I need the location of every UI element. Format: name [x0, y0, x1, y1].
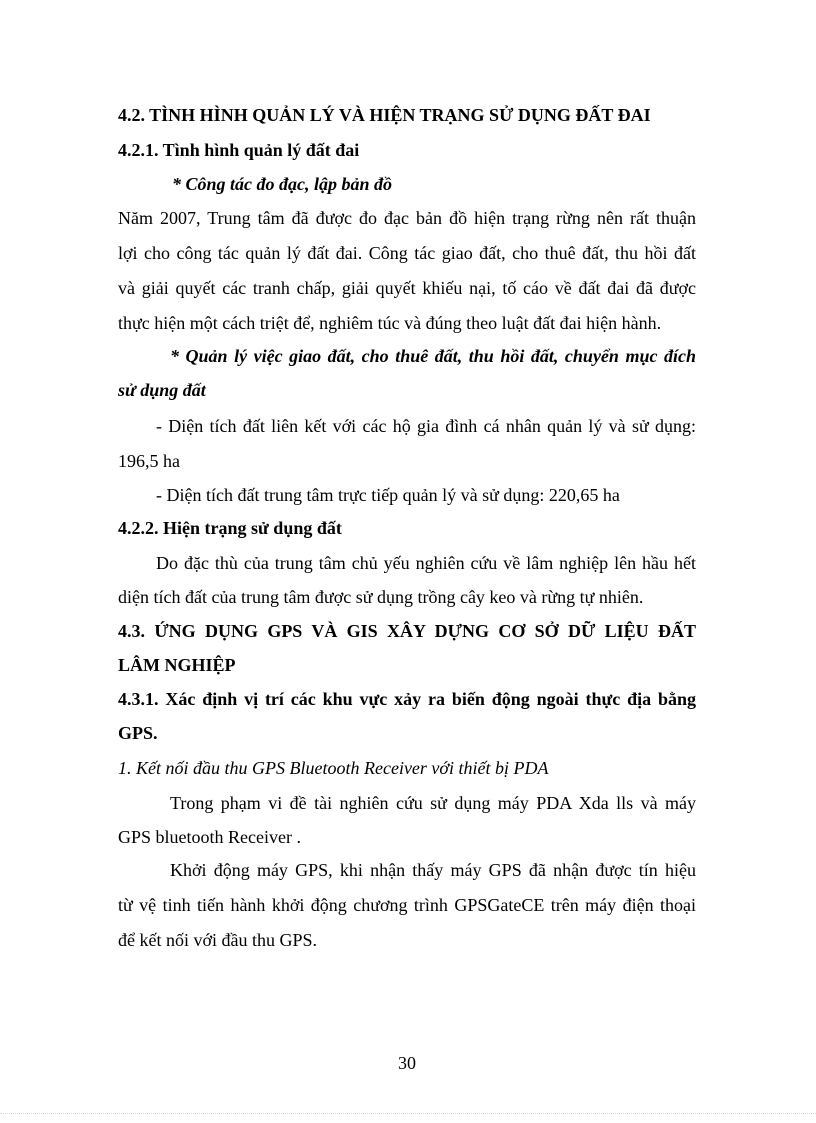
- section-4-3-heading-cont: LÂM NGHIỆP: [118, 655, 236, 675]
- paragraph-line: lợi cho công tác quản lý đất đai. Công tác giao đất, cho thuê đất, thu hồi đất: [118, 243, 696, 263]
- paragraph-line: Khởi động máy GPS, khi nhận thấy máy GPS đã nhận được tín hiệu: [170, 860, 696, 880]
- bullet-item: - Diện tích đất liên kết với các hộ gia đình cá nhân quản lý và sử dụng:: [156, 416, 696, 436]
- paragraph-line: thực hiện một cách triệt để, nghiêm túc và đúng theo luật đất đai hiện hành.: [118, 313, 662, 333]
- paragraph-line: GPS bluetooth Receiver .: [118, 827, 301, 847]
- paragraph-line: để kết nối với đầu thu GPS.: [118, 930, 318, 950]
- bullet-item-cont: 196,5 ha: [118, 451, 180, 471]
- section-4-3-heading: 4.3. ỨNG DỤNG GPS VÀ GIS XÂY DỰNG CƠ SỞ DỮ LIỆU ĐẤT: [118, 621, 696, 641]
- subsection-4-3-1-heading-cont: GPS.: [118, 723, 158, 743]
- paragraph-line: Do đặc thù của trung tâm chủ yếu nghiên cứu về lâm nghiệp lên hầu hết: [156, 553, 696, 573]
- subsection-4-2-1-heading: 4.2.1. Tình hình quản lý đất đai: [118, 140, 360, 160]
- subsection-4-3-1-heading: 4.3.1. Xác định vị trí các khu vực xảy ra biến động ngoài thực địa bằng: [118, 689, 696, 709]
- page-number: 30: [398, 1053, 416, 1073]
- subsection-4-2-2-heading: 4.2.2. Hiện trạng sử dụng đất: [118, 518, 342, 538]
- paragraph-line: diện tích đất của trung tâm được sử dụng trồng cây keo và rừng tự nhiên.: [118, 587, 644, 607]
- bullet-item: - Diện tích đất trung tâm trực tiếp quản lý và sử dụng: 220,65 ha: [156, 485, 620, 505]
- item-land-management-title-cont: sử dụng đất: [118, 380, 206, 400]
- page-bottom-divider: [0, 1113, 816, 1114]
- paragraph-line: và giải quyết các tranh chấp, giải quyết khiếu nại, tố cáo về đất đai đã được: [118, 278, 696, 298]
- paragraph-line: Trong phạm vi đề tài nghiên cứu sử dụng máy PDA Xda lls và máy: [170, 793, 696, 813]
- step-1-title: 1. Kết nối đầu thu GPS Bluetooth Receiver với thiết bị PDA: [118, 758, 549, 778]
- paragraph-line: từ vệ tinh tiến hành khởi động chương trình GPSGateCE trên máy điện thoại: [118, 895, 696, 915]
- paragraph-line: Năm 2007, Trung tâm đã được đo đạc bản đồ hiện trạng rừng nên rất thuận: [118, 208, 696, 228]
- section-4-2-heading: 4.2. TÌNH HÌNH QUẢN LÝ VÀ HIỆN TRẠNG SỬ DỤNG ĐẤT ĐAI: [118, 105, 651, 125]
- item-land-management-title: * Quản lý việc giao đất, cho thuê đất, thu hồi đất, chuyển mục đích: [170, 346, 696, 366]
- item-surveying-title: * Công tác đo đạc, lập bản đồ: [172, 174, 393, 194]
